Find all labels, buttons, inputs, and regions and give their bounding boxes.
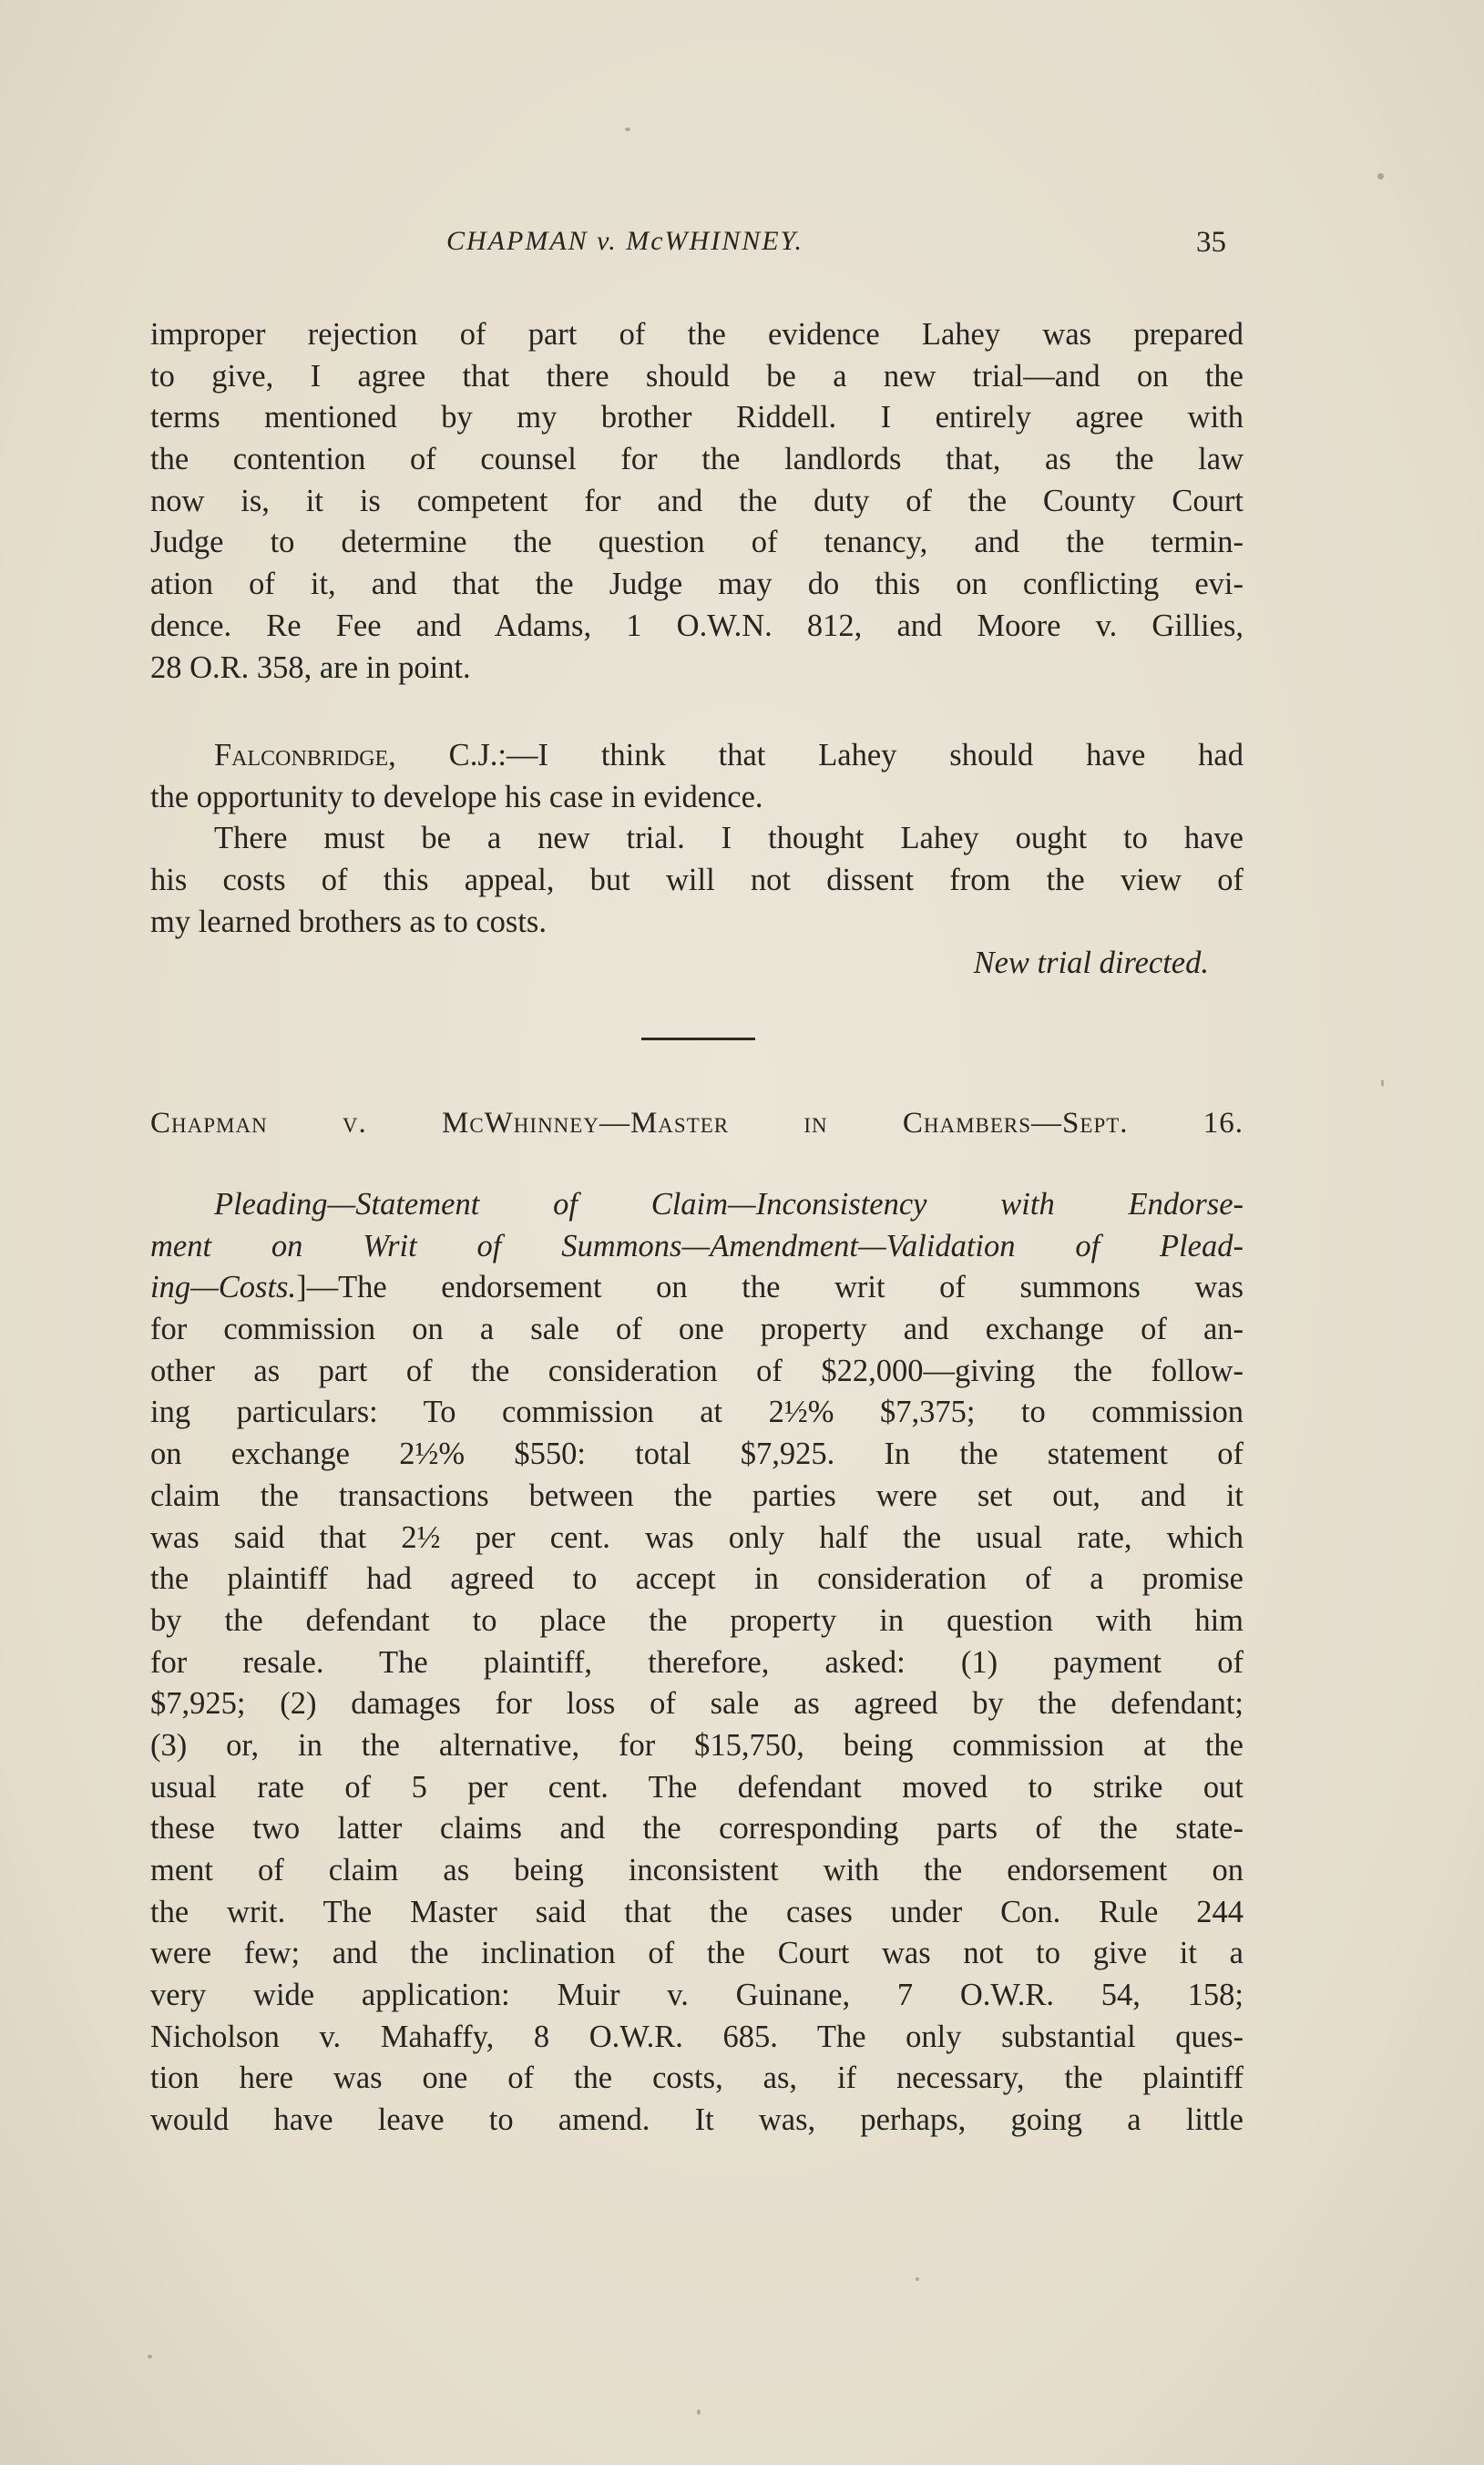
text-line: to give, I agree that there should be a new trial—and on the (150, 358, 1243, 394)
headnote-italic: ing—Costs. (150, 1270, 297, 1305)
opinion-text: :—I think that Lahey should have had (497, 738, 1243, 772)
text-line: would have leave to amend. It was, perhaps, going a little (150, 2102, 1243, 2138)
text-line: terms mentioned by my brother Riddell. I entirely agree with (150, 400, 1243, 435)
judge-name: Falconbridge, C.J. (214, 738, 498, 772)
headnote (150, 1184, 1243, 2142)
section-divider (641, 1038, 755, 1040)
text-line: tion here was one of the costs, as, if necessary, the plaintiff (150, 2061, 1243, 2096)
paper-speck (1377, 173, 1384, 179)
page-header (0, 226, 1484, 271)
paper-speck (916, 2277, 919, 2281)
text-line: these two latter claims and the corresponding parts of the state- (150, 1811, 1243, 1846)
falconbridge-opinion (150, 735, 1243, 985)
paper-speck (1381, 1079, 1384, 1087)
page-number: 35 (1196, 226, 1226, 259)
text-line (150, 735, 1243, 777)
text-line: my learned brothers as to costs. (150, 904, 547, 939)
text-line: for commission on a sale of one property and exchange of an- (150, 1312, 1243, 1347)
text-line: Pleading—Statement of Claim—Inconsistency with Endorse- (214, 1187, 1243, 1222)
text-line: improper rejection of part of the evidence Lahey was prepared (150, 317, 1243, 352)
text-line: the writ. The Master said that the cases under Con. Rule 244 (150, 1894, 1243, 1929)
text-line: usual rate of 5 per cent. The defendant moved to strike out (150, 1769, 1243, 1805)
text-line: ing particulars: To commission at 2½% $7,375; to commission (150, 1395, 1243, 1430)
text-line: other as part of the consideration of $22,000—giving the follow- (150, 1353, 1243, 1388)
text-line: for resale. The plaintiff, therefore, asked: (1) payment of (150, 1644, 1243, 1680)
running-head: CHAPMAN v. McWHINNEY. (446, 226, 803, 256)
text-line: dence. Re Fee and Adams, 1 O.W.N. 812, and Moore v. Gillies, (150, 608, 1243, 643)
text-line: the contention of counsel for the landlords that, as the law (150, 442, 1243, 477)
case-heading-block (150, 1103, 1243, 1145)
headnote-text: ]—The endorsement on the writ of summons was (296, 1270, 1243, 1305)
text-line: (3) or, in the alternative, for $15,750, being commission at the (150, 1727, 1243, 1763)
text-line: ation of it, and that the Judge may do this on conflicting evi- (150, 567, 1243, 602)
paper-speck (148, 2355, 152, 2358)
text-line: was said that 2½ per cent. was only half the usual rate, which (150, 1519, 1243, 1555)
text-line: very wide application: Muir v. Guinane, 7 O.W.R. 54, 158; (150, 1978, 1243, 2013)
text-line: the opportunity to develope his case in evidence. (150, 779, 763, 814)
paper-speck (697, 2409, 701, 2415)
text-line: $7,925; (2) damages for loss of sale as agreed by the defendant; (150, 1686, 1243, 1722)
text-line: Judge to determine the question of tenancy, and the termin- (150, 525, 1243, 560)
text-line: the plaintiff had agreed to accept in consideration of a promise (150, 1561, 1243, 1597)
text-line: Nicholson v. Mahaffy, 8 O.W.R. 685. The only substantial ques- (150, 2019, 1243, 2054)
judgment-continuation (150, 314, 1243, 689)
text-line: There must be a new trial. I thought Lahey ought to have (214, 821, 1243, 856)
text-line: now is, it is competent for and the duty of the County Court (150, 483, 1243, 518)
text-line: were few; and the inclination of the Court was not to give it a (150, 1936, 1243, 1971)
text-line: by the defendant to place the property in question with him (150, 1602, 1243, 1638)
text-line: ment of claim as being inconsistent with the endorsement on (150, 1853, 1243, 1887)
text-line (150, 1267, 1243, 1309)
disposition: New trial directed. (973, 946, 1209, 981)
text-line: ment on Writ of Summons—Amendment—Validation of Plead- (150, 1228, 1243, 1263)
case-heading: Chapman v. McWhinney—Master in Chambers—Sept. 16. (150, 1107, 1243, 1140)
text-line: on exchange 2½% $550: total $7,925. In the statement of (150, 1437, 1243, 1472)
paper-speck (625, 128, 630, 131)
text-line: his costs of this appeal, but will not dissent from the view of (150, 863, 1243, 898)
text-line: claim the transactions between the parties were set out, and it (150, 1478, 1243, 1513)
text-line: 28 O.R. 358, are in point. (150, 649, 471, 685)
